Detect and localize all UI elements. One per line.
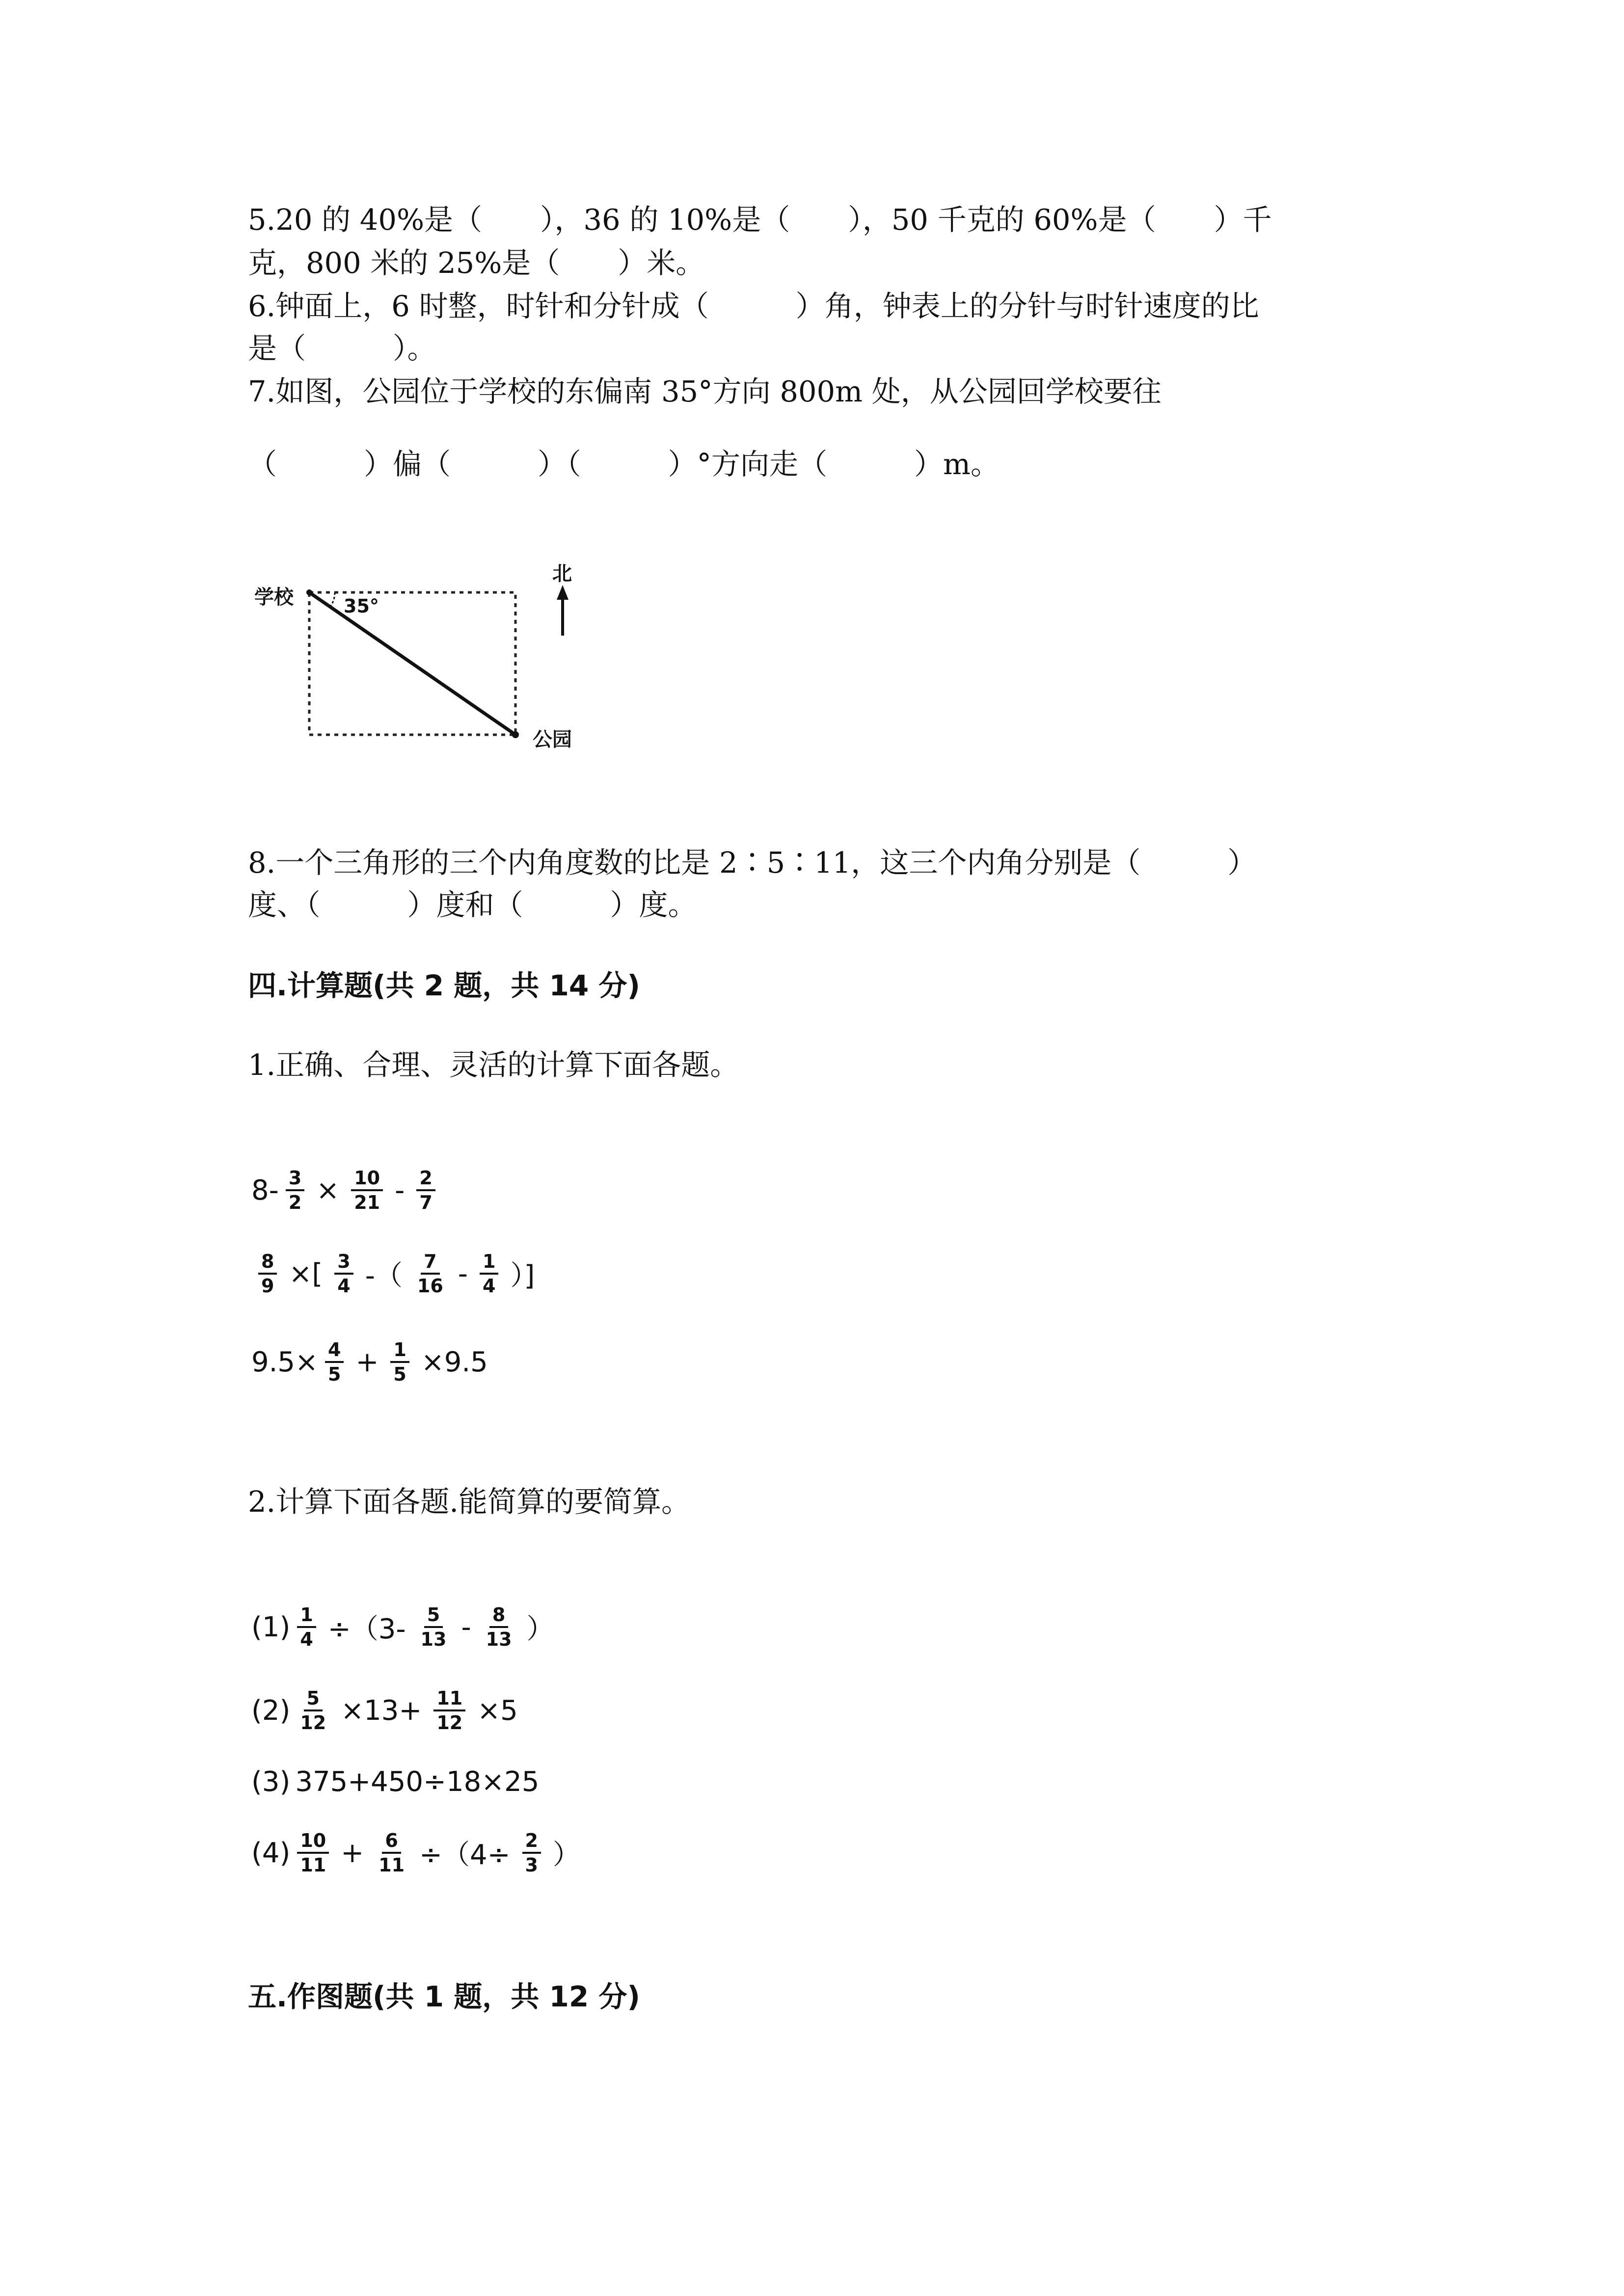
fraction: $\frac{6}{11}$: [379, 1830, 405, 1876]
q8-line2: 度、（ ）度和（ ）度。: [248, 888, 697, 922]
fraction: $\frac{8}{9}$: [258, 1250, 277, 1297]
q5-line1: 5.20 的 40%是（ ），36 的 10%是（ ），50 千克的 60%是（ ）千: [248, 203, 1272, 237]
q7-line2: （ ）偏（ ）（ ）°方向走（ ）m。: [248, 447, 1000, 481]
expr-text: -: [395, 1174, 405, 1206]
expr-text: ×13+: [341, 1694, 422, 1727]
school-park-line: [309, 592, 515, 735]
section4-q2-title: 2.计算下面各题.能简算的要简算。: [248, 1485, 691, 1519]
expr-text: ×5: [477, 1694, 518, 1727]
fraction: $\frac{10}{21}$: [351, 1167, 383, 1214]
section4-q1-title: 1.正确、合理、灵活的计算下面各题。: [248, 1048, 739, 1082]
expr-text: ）: [552, 1839, 580, 1871]
problem-3: [251, 1745, 544, 1818]
expression-2: [251, 1237, 540, 1310]
north-label: 北: [552, 562, 572, 585]
school-park-diagram: [245, 550, 599, 766]
fraction: $\frac{2}{7}$: [416, 1167, 435, 1214]
park-point: [512, 731, 519, 738]
north-arrow-icon: [557, 585, 568, 600]
fraction: $\frac{1}{4}$: [297, 1603, 316, 1651]
fraction: $\frac{1}{5}$: [390, 1338, 409, 1386]
expr-text: +: [355, 1346, 379, 1378]
fraction: $\frac{4}{5}$: [325, 1338, 344, 1386]
fraction: $\frac{10}{11}$: [297, 1829, 329, 1876]
section5-title: 五.作图题(共 1 题，共 12 分): [248, 1980, 640, 2013]
fraction: $\frac{2}{3}$: [522, 1829, 541, 1876]
problem-label: (4): [251, 1837, 291, 1869]
expr-text: -: [458, 1257, 468, 1290]
section4-title: 四.计算题(共 2 题，共 14 分): [248, 969, 640, 1002]
expr-text: -: [461, 1611, 471, 1643]
expression-3: [251, 1325, 493, 1399]
fraction: $\frac{7}{16}$: [417, 1251, 443, 1297]
school-label: 学校: [254, 586, 294, 609]
q7-line1: 7.如图，公园位于学校的东偏南 35°方向 800m 处，从公园回学校要往: [248, 374, 1162, 408]
expr-text: 8-: [251, 1174, 279, 1206]
problem-2: [251, 1674, 523, 1747]
fraction: $\frac{11}{12}$: [433, 1687, 465, 1734]
park-label: 公园: [533, 728, 572, 751]
expr-text: ）]: [510, 1260, 535, 1292]
expr-text: 375+450÷18×25: [295, 1765, 540, 1798]
expr-text: ×9.5: [421, 1346, 488, 1378]
fraction: $\frac{1}{4}$: [480, 1250, 498, 1297]
fraction: $\frac{3}{4}$: [334, 1250, 353, 1297]
q8-line1: 8.一个三角形的三个内角度数的比是 2∶5∶11，这三个内角分别是（ ）: [248, 846, 1257, 880]
angle-label: 35°: [344, 595, 379, 617]
fraction: $\frac{5}{13}$: [420, 1604, 447, 1650]
problem-label: (2): [251, 1694, 291, 1727]
problem-4: [251, 1816, 585, 1890]
expr-text: ×[: [289, 1257, 323, 1290]
q6-line1: 6.钟面上，6 时整，时针和分针成（ ）角，钟表上的分针与时针速度的比: [248, 289, 1259, 323]
expr-text: ）: [526, 1613, 554, 1645]
fraction: $\frac{3}{2}$: [286, 1167, 304, 1214]
angle-arc: [330, 592, 335, 607]
expr-text: ÷（4÷: [419, 1839, 511, 1871]
problem-label: (1): [251, 1611, 291, 1643]
fraction: $\frac{5}{12}$: [300, 1687, 326, 1734]
q5-line2: 克，800 米的 25%是（ ）米。: [248, 246, 705, 280]
expr-text: -（: [365, 1260, 403, 1292]
expr-text: +: [341, 1837, 364, 1869]
q6-line2: 是（ ）。: [248, 331, 436, 365]
problem-label: (3): [251, 1765, 291, 1798]
expr-text: ×: [316, 1174, 340, 1206]
expression-1: [251, 1153, 442, 1227]
problem-1: [251, 1590, 559, 1664]
school-point: [306, 589, 312, 595]
expr-text: ÷（3-: [327, 1613, 406, 1645]
fraction: $\frac{8}{13}$: [486, 1604, 512, 1650]
expr-text: 9.5×: [251, 1346, 318, 1378]
